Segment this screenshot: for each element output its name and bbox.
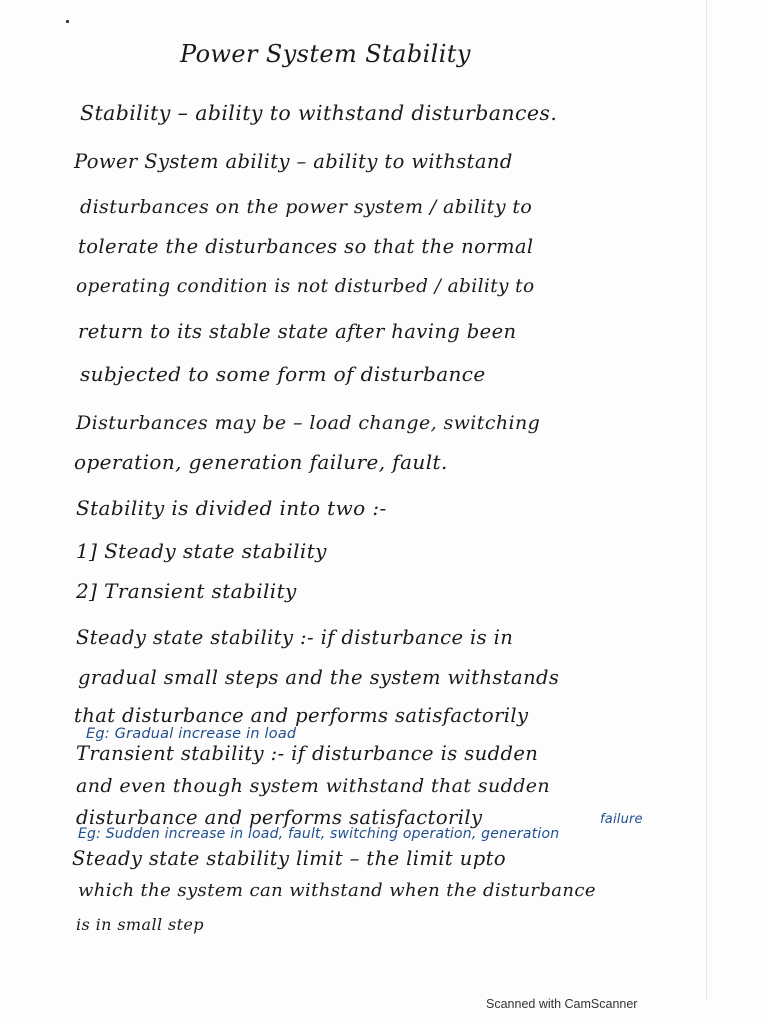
- example-note-sudden: Eg: Sudden increase in load, fault, switching operation, generation: [78, 826, 560, 842]
- text-line-18: disturbance and performs satisfactorily: [76, 806, 483, 829]
- text-line-1: Stability – ability to withstand disturbances.: [80, 101, 558, 125]
- text-line-6: return to its stable state after having been: [78, 320, 517, 343]
- ink-speck: [66, 20, 69, 23]
- text-line-5: operating condition is not disturbed / ability to: [76, 276, 535, 297]
- list-item-steady-state: 1] Steady state stability: [76, 539, 327, 563]
- text-line-10: Stability is divided into two :-: [76, 496, 387, 520]
- camscanner-watermark: Scanned with CamScanner: [486, 997, 638, 1011]
- example-note-failure: failure: [600, 812, 643, 827]
- page-edge-line: [706, 0, 707, 1000]
- example-note-gradual: Eg: Gradual increase in load: [86, 726, 297, 742]
- text-line-3: disturbances on the power system / ability to: [80, 196, 533, 218]
- text-line-9: operation, generation failure, fault.: [74, 450, 448, 474]
- text-line-19: Steady state stability limit – the limit upto: [72, 847, 506, 870]
- text-line-21: is in small step: [76, 915, 204, 934]
- text-line-2: Power System ability – ability to withstand: [74, 150, 513, 173]
- text-line-14: gradual small steps and the system withstands: [78, 666, 560, 689]
- text-line-7: subjected to some form of disturbance: [80, 362, 486, 386]
- text-line-13: Steady state stability :- if disturbance is in: [76, 626, 514, 649]
- page-title: Power System Stability: [180, 40, 471, 68]
- text-line-16: Transient stability :- if disturbance is sudden: [76, 742, 539, 765]
- text-line-15: that disturbance and performs satisfactorily: [74, 704, 529, 727]
- text-line-20: which the system can withstand when the disturbance: [78, 880, 596, 901]
- text-line-4: tolerate the disturbances so that the normal: [78, 235, 534, 258]
- list-item-transient: 2] Transient stability: [76, 579, 297, 603]
- text-line-8: Disturbances may be – load change, switching: [76, 412, 541, 434]
- text-line-17: and even though system withstand that sudden: [76, 775, 551, 797]
